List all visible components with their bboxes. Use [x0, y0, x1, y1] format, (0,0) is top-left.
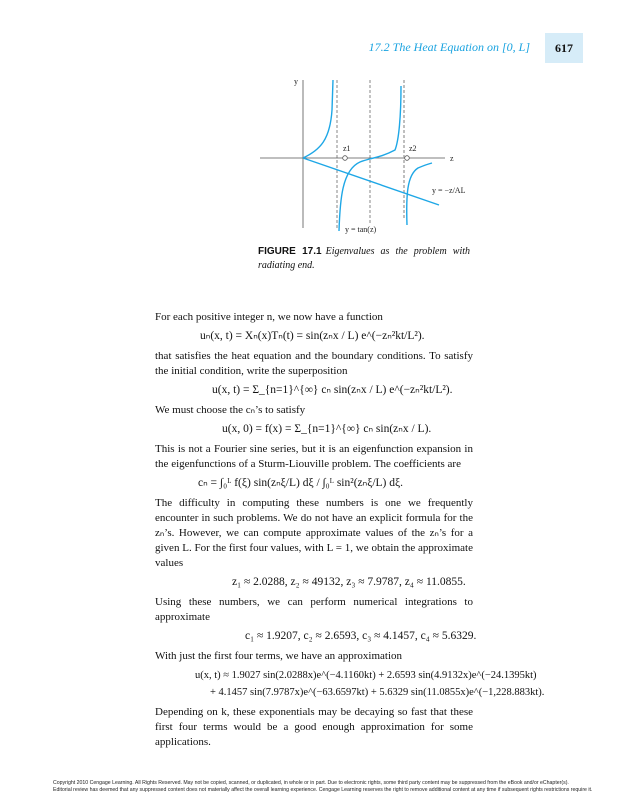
- z2-label: z2: [409, 144, 417, 153]
- z2-marker: [405, 156, 410, 161]
- equation: cₙ = ∫₀ᴸ f(ξ) sin(zₙξ/L) dξ / ∫₀ᴸ sin²(zₙξ/L) dξ.: [198, 477, 404, 489]
- paragraph: Depending on k, these exponentials may be decaying so fast that these first four terms would be a good enough approximation for some applications.: [155, 706, 473, 748]
- copyright-footer: [53, 780, 592, 794]
- line-label: y = −z/AL: [432, 186, 466, 195]
- caption-label: FIGURE 17.1: [258, 246, 322, 257]
- tan-branch-2: [407, 163, 432, 225]
- paragraph: We must choose the cₙ’s to satisfy: [155, 404, 306, 416]
- z1-label: z1: [343, 144, 351, 153]
- z1-marker: [343, 156, 348, 161]
- paragraph: The difficulty in computing these numbers is one we frequently encounter in such problems. We do not have an explicit formula for the zₙ’s. However, we can compute approximate values of the zₙ’s for a given L. For the first four values, with L = 1, we obtain the approximate values: [155, 497, 473, 569]
- footer-line: Copyright 2010 Cengage Learning. All Rights Reserved. May not be copied, scanned, or duplicated, in whole or in part. Due to electronic rights, some third party content may be suppressed from the eBook and/or eChapter(s).: [53, 780, 569, 786]
- figure-caption: [258, 245, 470, 273]
- paragraph: This is not a Fourier sine series, but it is an eigenfunction expansion in the eigenfunctions of a Sturm-Liouville problem. The coefficients are: [155, 443, 473, 470]
- line-neg-z-AL: [303, 158, 439, 205]
- tan-branch-0: [303, 80, 333, 158]
- paragraph: that satisfies the heat equation and the boundary conditions. To satisfy the initial condition, write the superposition: [155, 350, 473, 377]
- equation: u(x, t) = Σ_{n=1}^{∞} cₙ sin(zₙx / L) e^(−zₙ²kt/L²).: [212, 384, 453, 396]
- section-header: 17.2 The Heat Equation on [0, L]: [368, 40, 530, 54]
- tan-label: y = tan(z): [345, 225, 377, 234]
- body-text: [155, 310, 545, 750]
- equation: u(x, t) ≈ 1.9027 sin(2.0288x)e^(−4.1160kt) + 2.6593 sin(4.9132x)e^(−24.1395kt): [195, 670, 537, 681]
- paragraph: For each positive integer n, we now have a function: [155, 311, 383, 323]
- equation: uₙ(x, t) = Xₙ(x)Tₙ(t) = sin(zₙx / L) e^(−zₙ²kt/L²).: [200, 330, 425, 342]
- paragraph: Using these numbers, we can perform numerical integrations to approximate: [155, 596, 473, 623]
- footer-line: Editorial review has deemed that any suppressed content does not materially affect the overall learning experience. Cengage Learning reserves the right to remove additional content at any time if subsequent rights restrictions require it.: [53, 787, 593, 793]
- equation: u(x, 0) = f(x) = Σ_{n=1}^{∞} cₙ sin(zₙx / L).: [222, 423, 432, 435]
- caption-text: Eigenvalues as the problem with radiating end.: [258, 246, 470, 271]
- y-axis-label: y: [294, 77, 298, 86]
- z-axis-label: z: [450, 154, 454, 163]
- equation: c₁ ≈ 1.9207, c₂ ≈ 2.6593, c₃ ≈ 4.1457, c₄ ≈ 5.6329.: [245, 630, 477, 642]
- equation: z₁ ≈ 2.0288, z₂ ≈ 49132, z₃ ≈ 7.9787, z₄ ≈ 11.0855.: [232, 576, 466, 588]
- equation: + 4.1457 sin(7.9787x)e^(−63.6597kt) + 5.6329 sin(11.0855x)e^(−1,228.883kt).: [210, 687, 545, 698]
- eigenvalue-figure: [250, 68, 470, 238]
- page-number: 617: [545, 33, 583, 63]
- paragraph: With just the first four terms, we have an approximation: [155, 650, 402, 662]
